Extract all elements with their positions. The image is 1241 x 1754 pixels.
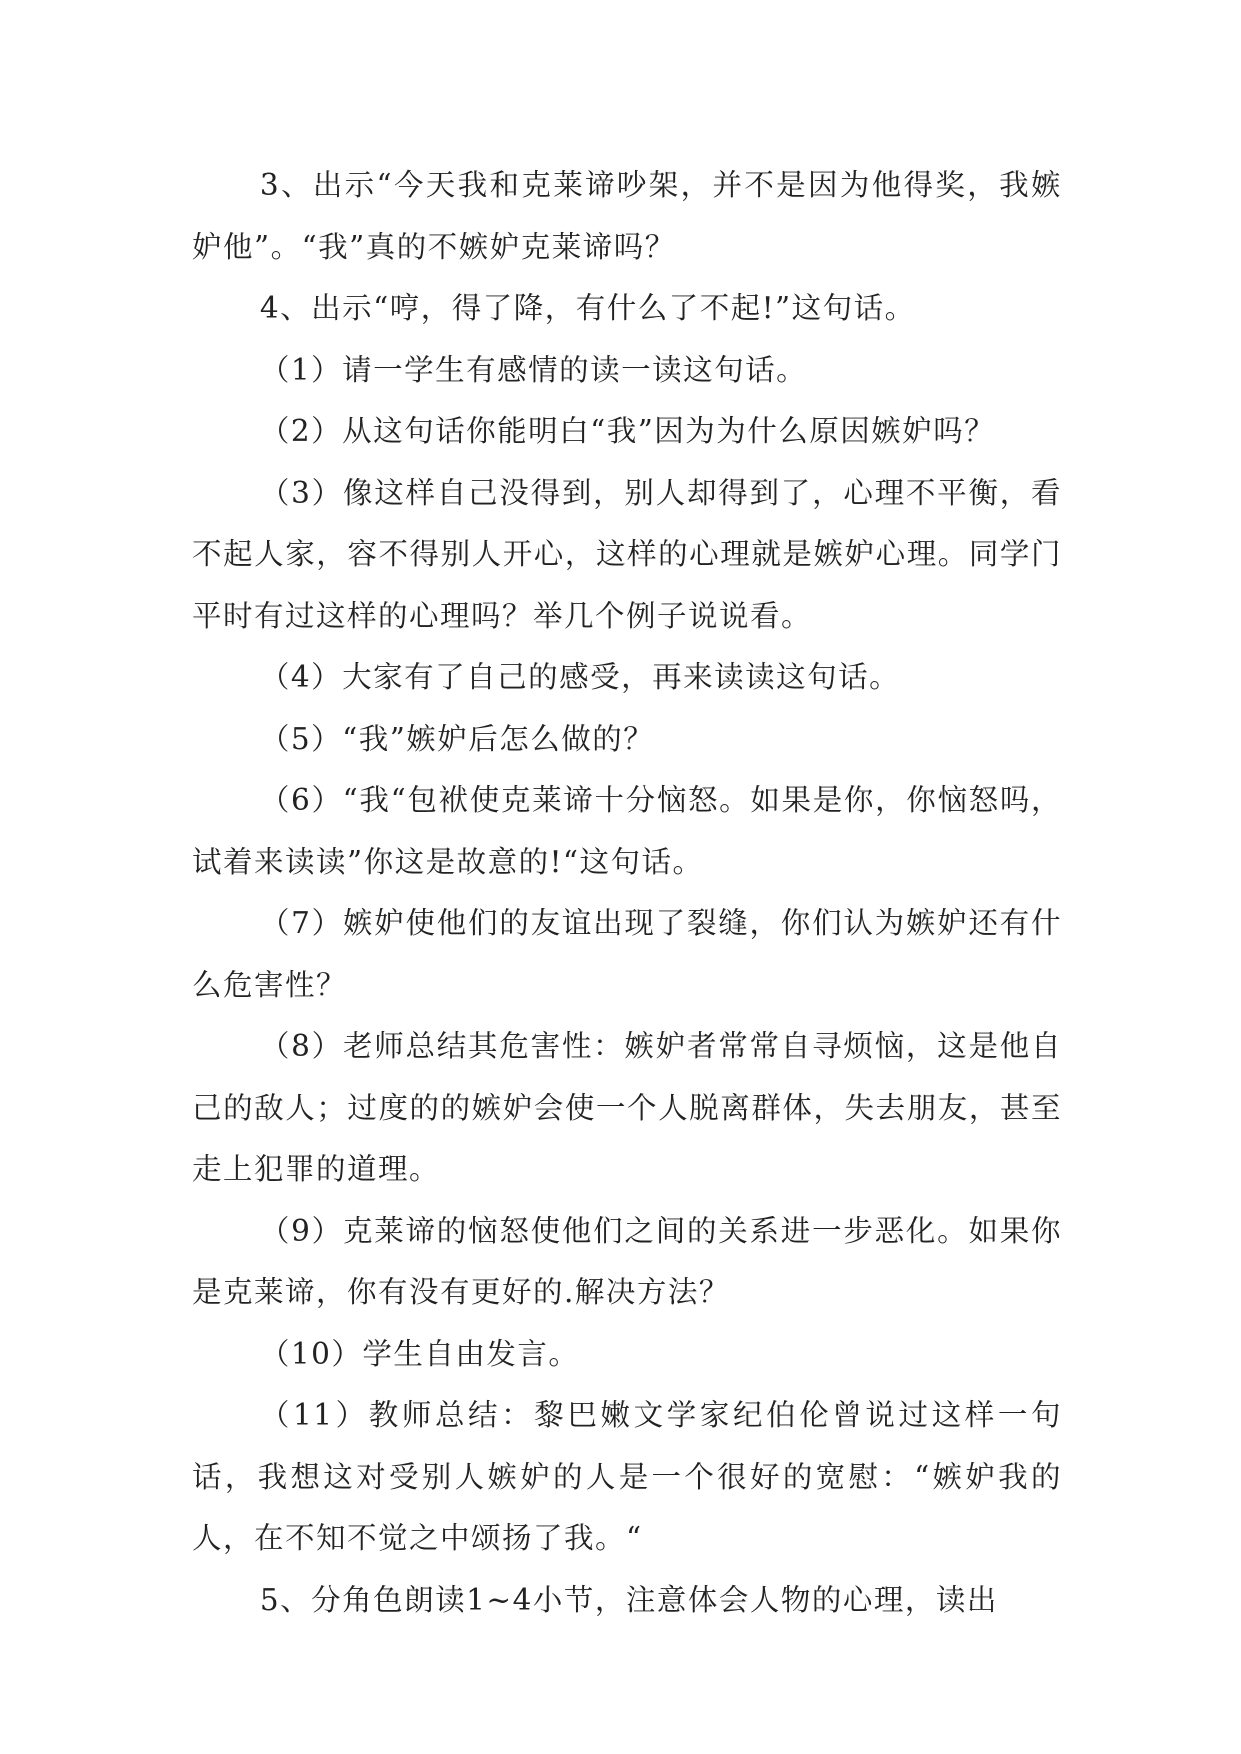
paragraph-item-1: （1）请一学生有感情的读一读这句话。 xyxy=(259,352,808,387)
paragraph-step-4: 4、出示“哼，得了降，有什么了不起!”这句话。 xyxy=(259,291,916,325)
paragraph-item-5: （5）“我”嫉妒后怎么做的？ xyxy=(259,721,655,756)
paragraph-item-2: （2）从这句话你能明白“我”因为为什么原因嫉妒吗？ xyxy=(259,414,996,448)
paragraph-item-7: （7）嫉妒使他们的友谊出现了裂缝，你们认为嫉妒还有什么危害性？ xyxy=(192,906,1062,1002)
paragraph-item-11: （11）教师总结：黎巴嫩文学家纪伯伦曾说过这样一句话，我想这对受别人嫉妒的人是一个很好的宽慰：“嫉妒我的人，在不知不觉之中颂扬了我。“ xyxy=(192,1398,1062,1555)
paragraph-item-10: （10）学生自由发言。 xyxy=(259,1336,580,1371)
paragraph-step-5: 5、分角色朗读1~4小节，注意体会人物的心理，读出 xyxy=(259,1582,998,1617)
paragraph-item-4: （4）大家有了自己的感受，再来读读这句话。 xyxy=(259,660,901,694)
paragraph-item-3: （3）像这样自己没得到，别人却得到了，心理不平衡，看不起人家，容不得别人开心，这样的心理就是嫉妒心理。同学门平时有过这样的心理吗？举几个例子说说看。 xyxy=(192,475,1062,633)
paragraph-item-9: （9）克莱谛的恼怒使他们之间的关系进一步恶化。如果你是克莱谛，你有没有更好的.解决方法？ xyxy=(192,1213,1062,1309)
document-body xyxy=(192,155,1062,1631)
paragraph-item-6: （6）“我“包袱使克莱谛十分恼怒。如果是你，你恼怒吗，试着来读读”你这是故意的!“这句话。 xyxy=(192,783,1062,879)
paragraph-step-3: 3、出示“今天我和克莱谛吵架，并不是因为他得奖，我嫉妒他”。“我”真的不嫉妒克莱谛吗？ xyxy=(192,168,1062,264)
paragraph-item-8: （8）老师总结其危害性：嫉妒者常常自寻烦恼，这是他自己的敌人；过度的的嫉妒会使一个人脱离群体，失去朋友，甚至走上犯罪的道理。 xyxy=(192,1029,1062,1186)
